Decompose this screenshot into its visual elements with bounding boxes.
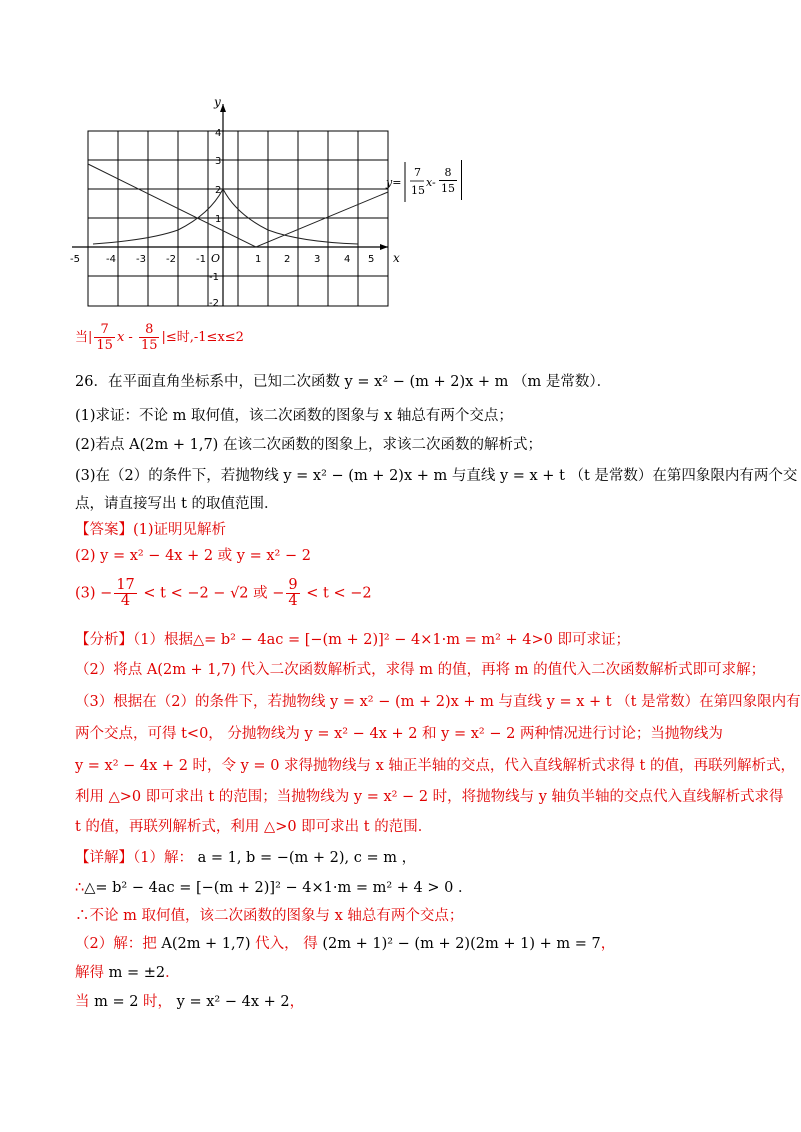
analysis-line4: 两个交点，可得 t<0， 分抛物线为 y = x² − 4x + 2 和 y = x² − 2 两种情况进行讨论；当抛物线为	[75, 726, 723, 742]
detail-line2: ∴△= b² − 4ac = [−(m + 2)]² − 4×1·m = m² + 4 > 0 ．	[75, 880, 473, 896]
analysis-line1: 【分析】（1）根据△= b² − 4ac = [−(m + 2)]² − 4×1·m = m² + 4>0 即可求证；	[75, 632, 630, 648]
x-tick: 4	[344, 254, 351, 265]
x-tick: 3	[314, 254, 321, 265]
y-tick: 3	[215, 156, 222, 167]
analysis-label: 【分析】	[75, 632, 133, 648]
q26-part3-line1: (3)在（2）的条件下，若抛物线 y = x² − (m + 2)x + m 与直线 y = x + t （t 是常数）在第四象限内有两个交	[75, 468, 798, 484]
answer-line3: (3) − $\frac{17}{4}$ < t < −2 − √2 或 − $\frac{9}{4}$ < t < −2	[75, 577, 372, 609]
function-label-tail	[437, 160, 464, 200]
y-tick: -1	[209, 272, 219, 283]
function-label	[385, 162, 436, 202]
q26-part2: (2)若点 A(2m + 1,7) 在该二次函数的图象上，求该二次函数的解析式；	[75, 437, 542, 453]
detail-line4: （2）解：把 A(2m + 1,7) 代入， 得 (2m + 1)² − (m + 2)(2m + 1) + m = 7，	[75, 936, 616, 952]
x-tick: -4	[106, 254, 116, 265]
y-axis-arrow	[220, 104, 226, 112]
x-tick: -5	[70, 254, 80, 265]
answer-line2: (2) y = x² − 4x + 2 或 y = x² − 2	[75, 548, 311, 564]
function-graph	[60, 92, 436, 317]
detail-line3: ∴不论 m 取何值，该二次函数的图象与 x 轴总有两个交点；	[75, 908, 464, 924]
y-tick: 4	[215, 128, 222, 139]
y-axis-label: y	[214, 95, 221, 109]
func-num1: 7	[414, 166, 421, 179]
bell-curve	[93, 189, 358, 244]
y-tick: 2	[215, 185, 222, 196]
analysis-line6: 利用 △>0 即可求出 t 的范围；当抛物线为 y = x² − 2 时，将抛物线与 y 轴负半轴的交点代入直线解析式求得	[75, 789, 784, 805]
origin-label: O	[211, 252, 221, 265]
y-tick: 1	[215, 214, 222, 225]
func-den2: 15	[441, 181, 455, 195]
analysis-line7: t 的值，再联列解析式，利用 △>0 即可求出 t 的范围．	[75, 819, 433, 835]
analysis-line3: （3）根据在（2）的条件下，若抛物线 y = x² − (m + 2)x + m 与直线 y = x + t （t 是常数）在第四象限内有	[75, 694, 801, 710]
detail-line6: 当 m = 2 时， y = x² − 4x + 2，	[75, 994, 305, 1010]
x-axis-label: x	[393, 251, 400, 265]
answer-label: 【答案】	[75, 522, 133, 538]
detail-label: 【详解】	[75, 850, 133, 866]
x-tick: 1	[255, 254, 262, 265]
func-num2: 8	[439, 165, 457, 181]
analysis-line5: y = x² − 4x + 2 时，令 y = 0 求得抛物线与 x 轴正半轴的交点，代入直线解析式求得 t 的值，再联列解析式，	[75, 758, 795, 774]
func-y: y=	[386, 176, 402, 189]
x-tick: -1	[196, 254, 206, 265]
func-den1: 15	[411, 184, 425, 197]
graph-grid	[88, 131, 388, 306]
detail-line1: 【详解】（1）解： a = 1, b = −(m + 2), c = m ，	[75, 850, 417, 866]
q26-part3-line2: 点，请直接写出 t 的取值范围．	[75, 496, 279, 512]
x-tick: 5	[368, 254, 375, 265]
q26-part1: (1)求证：不论 m 取何值，该二次函数的图象与 x 轴总有两个交点；	[75, 408, 513, 424]
answer-line1: 【答案】(1)证明见解析	[75, 522, 227, 538]
q26-intro: 26．在平面直角坐标系中，已知二次函数 y = x² − (m + 2)x + m （m 是常数）．	[75, 374, 612, 390]
y-tick: -2	[209, 298, 219, 309]
graph-answer-line: 当| $\frac{7}{15}$ x - $\frac{8}{15}$ |≤时,-1≤x≤2	[75, 322, 244, 353]
x-tick: 2	[284, 254, 291, 265]
x-tick: -2	[166, 254, 176, 265]
analysis-line2: （2）将点 A(2m + 1,7) 代入二次函数解析式，求得 m 的值，再将 m 的值代入二次函数解析式即可求解；	[75, 662, 766, 678]
detail-line5: 解得 m = ±2．	[75, 965, 180, 981]
x-axis-arrow	[380, 244, 388, 250]
x-tick: -3	[136, 254, 146, 265]
func-x: x-	[426, 176, 436, 189]
